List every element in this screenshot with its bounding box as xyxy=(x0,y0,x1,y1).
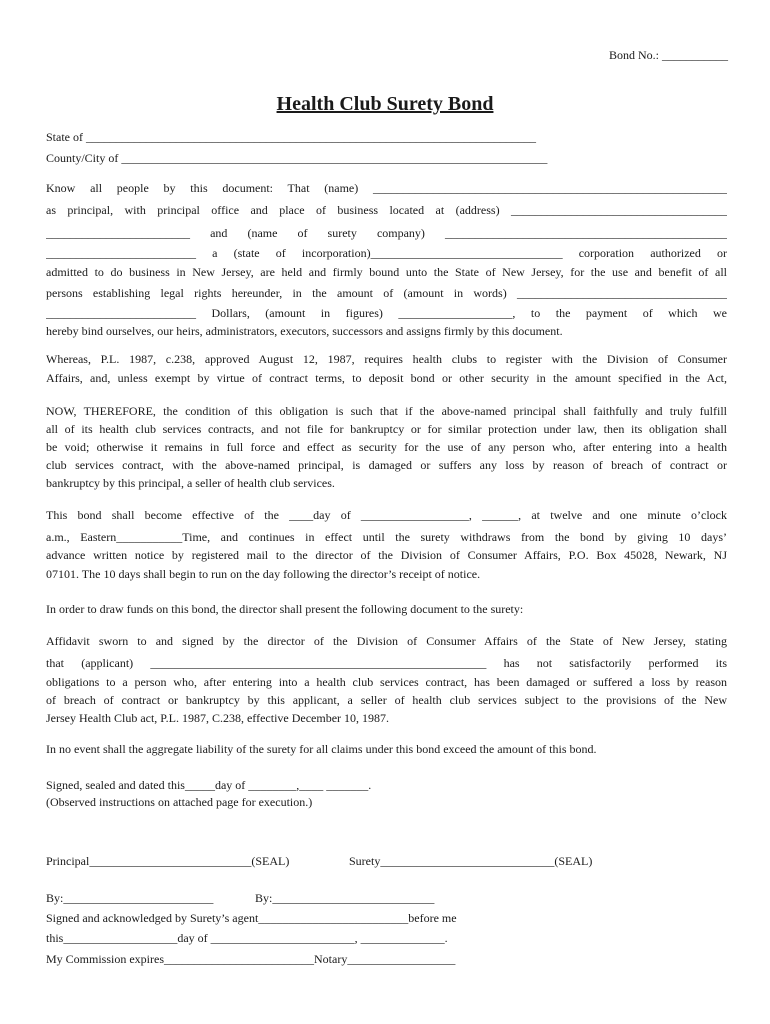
paragraph-line: 07101. The 10 days shall begin to run on the day following the director’s receipt of notice. xyxy=(46,567,481,581)
paragraph-line: _________________________ Dollars, (amount in figures) ___________________, to the payment of which we xyxy=(46,306,727,320)
surety-signature: Surety_____________________________(SEAL) xyxy=(349,854,593,868)
no-event-paragraph: In no event shall the aggregate liability of the surety for all claims under this bond exceed the amount of this bond. xyxy=(46,742,597,756)
paragraph-line: admitted to do business in New Jersey, are held and firmly bound unto the State of New Jersey, for the use and benefit of all xyxy=(46,265,727,279)
paragraph-line: be void; otherwise it remains in full force and effect as security for the use of any person who, after entering into a health xyxy=(46,440,727,454)
by-principal: By:_________________________ xyxy=(46,891,214,905)
paragraph-line: Affairs, and, unless exempt by virtue of contract terms, to deposit bond or other security in the amount specified in the Act, xyxy=(46,371,727,385)
paragraph-line: of breach of contract or bankruptcy by this applicant, a seller of health club services subject to the provisions of the New xyxy=(46,693,727,707)
commission-line: My Commission expires_________________________Notary__________________ xyxy=(46,952,456,966)
by-surety: By:___________________________ xyxy=(255,891,435,905)
paragraph-line: Know all people by this document: That (name) ___________________________________________________________ xyxy=(46,181,727,195)
paragraph-line: Affidavit sworn to and signed by the director of the Division of Consumer Affairs of the State of New Jersey, stating xyxy=(46,634,727,648)
paragraph-line: as principal, with principal office and place of business located at (address) ____________________________________ xyxy=(46,203,727,217)
signed-dated-line: Signed, sealed and dated this_____day of ________,____ _______. xyxy=(46,778,372,792)
this-day-line: this___________________day of ________________________, ______________. xyxy=(46,931,448,945)
bond-number: Bond No.: ___________ xyxy=(608,48,728,62)
state-line: State of ___________________________________________________________________________ xyxy=(46,130,536,144)
paragraph-line: This bond shall become effective of the ____day of __________________, ______, at twelve and one minute o’clock xyxy=(46,508,727,522)
draw-funds-paragraph: In order to draw funds on this bond, the director shall present the following document to the surety: xyxy=(46,602,524,616)
paragraph-line: ________________________ and (name of surety company) _______________________________________________ xyxy=(46,226,727,240)
principal-signature: Principal___________________________(SEAL) xyxy=(46,854,290,868)
county-line: County/City of _______________________________________________________________________ xyxy=(46,151,548,165)
acknowledged-line: Signed and acknowledged by Surety’s agent_________________________before me xyxy=(46,911,457,925)
paragraph-line: that (applicant) ________________________________________________________ has not satisfactorily performed its xyxy=(46,656,727,670)
paragraph-line: bankruptcy by this principal, a seller of health club services. xyxy=(46,476,335,490)
document-title: Health Club Surety Bond xyxy=(276,93,494,115)
paragraph-line: Jersey Health Club act, P.L. 1987, C.238, effective December 10, 1987. xyxy=(46,711,390,725)
paragraph-line: all of its health club services contracts, and not file for bankruptcy or for similar protection under law, then its obligation shall xyxy=(46,422,727,436)
observed-instructions: (Observed instructions on attached page for execution.) xyxy=(46,795,313,809)
paragraph-line: club services contract, with the above-named principal, is damaged or suffers any loss by reason of breach of contract or xyxy=(46,458,727,472)
paragraph-line: hereby bind ourselves, our heirs, administrators, executors, successors and assigns firmly by this document. xyxy=(46,324,563,338)
paragraph-line: a.m., Eastern___________Time, and continues in effect until the surety withdraws from the bond by giving 10 days’ xyxy=(46,530,727,544)
paragraph-line: persons establishing legal rights hereunder, in the amount of (amount in words) ___________________________________ xyxy=(46,286,727,300)
paragraph-line: NOW, THEREFORE, the condition of this obligation is such that if the above-named principal shall faithfully and truly fulfill xyxy=(46,404,727,418)
paragraph-line: obligations to a person who, after entering into a health club services contract, has been damaged or suffered a loss by reason xyxy=(46,675,727,689)
paragraph-line: advance written notice by registered mail to the director of the Division of Consumer Affairs, P.O. Box 45028, Newark, NJ xyxy=(46,548,727,562)
paragraph-line: Whereas, P.L. 1987, c.238, approved August 12, 1987, requires health clubs to register with the Division of Consumer xyxy=(46,352,727,366)
paragraph-line: _________________________ a (state of incorporation)________________________________ corporation authorized or xyxy=(46,246,727,260)
